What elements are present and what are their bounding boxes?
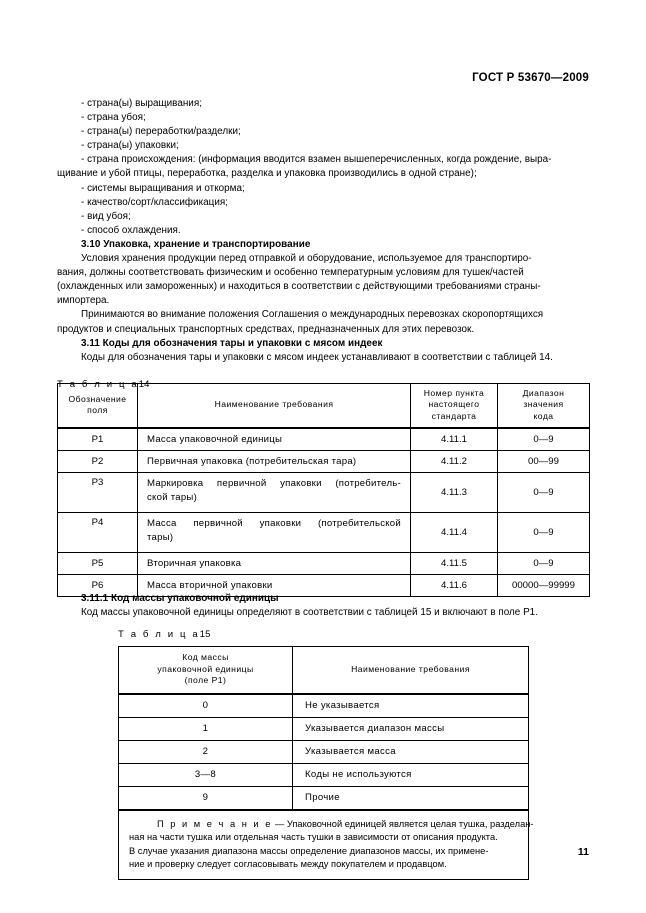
- paragraph-line: Условия хранения продукции перед отправкой и оборудование, используемое для транспортиро-: [81, 253, 532, 265]
- table-row: [58, 513, 590, 553]
- table-note-row: [119, 810, 529, 880]
- cell-clause: 4.11.4: [411, 513, 498, 553]
- column-header-clause: [411, 384, 498, 429]
- page-number: 11: [577, 846, 589, 858]
- column-header-line: стандарта: [431, 410, 477, 421]
- cell-name-line: Масса вторичной упаковки: [147, 580, 273, 592]
- cell-field: Р3: [58, 473, 138, 513]
- cell-name-line: Маркировка первичной упаковки (потребитель-: [147, 478, 401, 490]
- cell-note: [119, 810, 534, 880]
- origin-note-line: - страна происхождения: (информация вводится взамен вышеперечисленных, когда рождение, выра-: [81, 154, 552, 166]
- body-content: [57, 97, 589, 390]
- column-header-field: [58, 384, 138, 429]
- column-header-line: (поле Р1): [184, 675, 227, 686]
- column-header-code: [119, 647, 293, 694]
- cell-code: 0: [119, 694, 293, 718]
- table-caption-number: 14: [138, 378, 150, 390]
- column-header-line: поля: [87, 405, 108, 416]
- cell-requirement: Указывается диапазон массы: [293, 717, 529, 740]
- cell-code: 1: [119, 717, 293, 740]
- cell-range: 0—9: [498, 513, 590, 553]
- table-row: [58, 553, 590, 575]
- note-label: П р и м е ч а н и е: [157, 818, 273, 829]
- column-header-line: кода: [533, 410, 554, 421]
- bullet-item: - страна(ы) упаковки;: [81, 140, 179, 152]
- section-3-11-1-block: [57, 592, 589, 620]
- cell-name-line: Вторичная упаковка: [147, 558, 242, 570]
- column-header-line: упаковочной единицы: [157, 663, 254, 674]
- standard-header: ГОСТ Р 53670—2009: [472, 72, 589, 84]
- table-15-caption: [118, 629, 210, 640]
- cell-clause: 4.11.3: [411, 473, 498, 513]
- cell-name: [138, 428, 411, 451]
- table-header-row: [119, 647, 529, 694]
- paragraph-line: (охлажденных или замороженных) и находиться в соответствии с действующими требованиями страны-: [57, 281, 541, 293]
- bullet-item: - системы выращивания и откорма;: [81, 182, 245, 194]
- column-header-line: настоящего: [428, 399, 480, 410]
- table-header-row: [58, 384, 590, 429]
- cell-range: 0—9: [498, 428, 590, 451]
- cell-requirement: Коды не используются: [293, 763, 529, 786]
- table-row: [58, 451, 590, 473]
- table-row: [58, 428, 590, 451]
- cell-name-line: тары): [147, 532, 174, 544]
- bullet-item: - вид убоя;: [81, 210, 131, 222]
- cell-range: 00000—99999: [498, 575, 590, 597]
- cell-code: 2: [119, 740, 293, 763]
- bullet-item: - страна(ы) выращивания;: [81, 98, 202, 109]
- cell-field: Р4: [58, 513, 138, 553]
- cell-clause: 4.11.1: [411, 428, 498, 451]
- paragraph-line: вания, должны соответствовать физическим и особенно температурным условиям для тушек/частей: [57, 267, 524, 279]
- spacer: [57, 365, 589, 379]
- bullet-item: - качество/сорт/классификация;: [81, 196, 229, 208]
- cell-field: Р2: [58, 451, 138, 473]
- cell-requirement: Прочие: [293, 786, 529, 810]
- cell-name: [138, 553, 411, 575]
- table-row: [58, 473, 590, 513]
- cell-requirement: Указывается масса: [293, 740, 529, 763]
- cell-clause: 4.11.5: [411, 553, 498, 575]
- cell-code: 3—8: [119, 763, 293, 786]
- note-line: В случае указания диапазона массы определение диапазонов массы, их примене-: [129, 845, 489, 856]
- table-row: [119, 763, 529, 786]
- origin-note-line: щивание и убой птицы, переработка, разделка и упаковка производились в одной стране);: [57, 168, 477, 180]
- bullet-item: - способ охлаждения.: [81, 224, 181, 236]
- paragraph-line: продуктов и специальных транспортных средствах, предназначенных для этих перевозок.: [57, 323, 475, 335]
- table-14: [57, 383, 590, 597]
- cell-range: 00—99: [498, 451, 590, 473]
- paragraph-line: Коды для обозначения тары и упаковки с мясом индеек устанавливают в соответствии с таблицей 14.: [81, 351, 553, 363]
- section-heading-3-11: 3.11 Коды для обозначения тары и упаковки с мясом индеек: [81, 337, 383, 349]
- note-text: — Упаковочной единицей является целая тушка, разделан-: [272, 818, 534, 829]
- cell-clause: 4.11.2: [411, 451, 498, 473]
- cell-name-line: Первичная упаковка (потребительская тара): [147, 456, 357, 468]
- column-header-range: [498, 384, 590, 429]
- table-15: [118, 646, 534, 880]
- column-header-line: значения: [523, 399, 564, 410]
- cell-code: 9: [119, 786, 293, 810]
- table-caption-number: 15: [199, 629, 211, 640]
- cell-field: Р6: [58, 575, 138, 597]
- column-header-line: Обозначение: [68, 393, 127, 404]
- cell-name: [138, 513, 411, 553]
- column-header-line: Номер пункта: [423, 388, 485, 398]
- cell-range: 0—9: [498, 553, 590, 575]
- column-header-name: Наименование требования: [138, 384, 411, 429]
- table-row: [119, 786, 529, 810]
- bullet-item: - страна(ы) переработки/разделки;: [81, 126, 241, 138]
- column-header-name: Наименование требования: [293, 647, 529, 694]
- note-line: ная на части тушка или отдельная часть тушки в зависимости от описания продукта.: [129, 832, 498, 843]
- column-header-line: Код массы: [182, 652, 229, 662]
- cell-name: [138, 473, 411, 513]
- table-row: [119, 694, 529, 718]
- table-caption-label: Т а б л и ц а: [118, 629, 200, 640]
- cell-name-line: Масса упаковочной единицы: [147, 434, 283, 446]
- section-heading-3-11-1: 3.11.1 Код массы упаковочной единицы: [81, 593, 279, 604]
- cell-field: Р1: [58, 428, 138, 451]
- cell-field: Р5: [58, 553, 138, 575]
- cell-requirement: Не указывается: [293, 694, 529, 718]
- table-row: [119, 740, 529, 763]
- cell-range: 0—9: [498, 473, 590, 513]
- paragraph-line: Код массы упаковочной единицы определяют в соответствии с таблицей 15 и включают в поле Р1.: [81, 607, 538, 619]
- section-heading-3-10: 3.10 Упаковка, хранение и транспортирование: [81, 238, 311, 250]
- paragraph-line: Принимаются во внимание положения Соглашения о международных перевозках скоропортящихся: [81, 309, 544, 321]
- paragraph-line: импортера.: [57, 295, 110, 307]
- cell-clause: 4.11.6: [411, 575, 498, 597]
- bullet-item: - страна убоя;: [81, 112, 146, 124]
- table-row: [119, 717, 529, 740]
- cell-name-line: Масса первичной упаковки (потребительской: [147, 518, 401, 530]
- column-header-line: Диапазон: [522, 388, 565, 398]
- cell-name-line: ской тары): [147, 492, 198, 504]
- table-caption-label: Т а б л и ц а: [57, 378, 139, 390]
- note-line: [129, 818, 534, 831]
- note-line: ние и проверку следует согласовывать между покупателем и продавцом.: [129, 859, 447, 869]
- cell-name: [138, 451, 411, 473]
